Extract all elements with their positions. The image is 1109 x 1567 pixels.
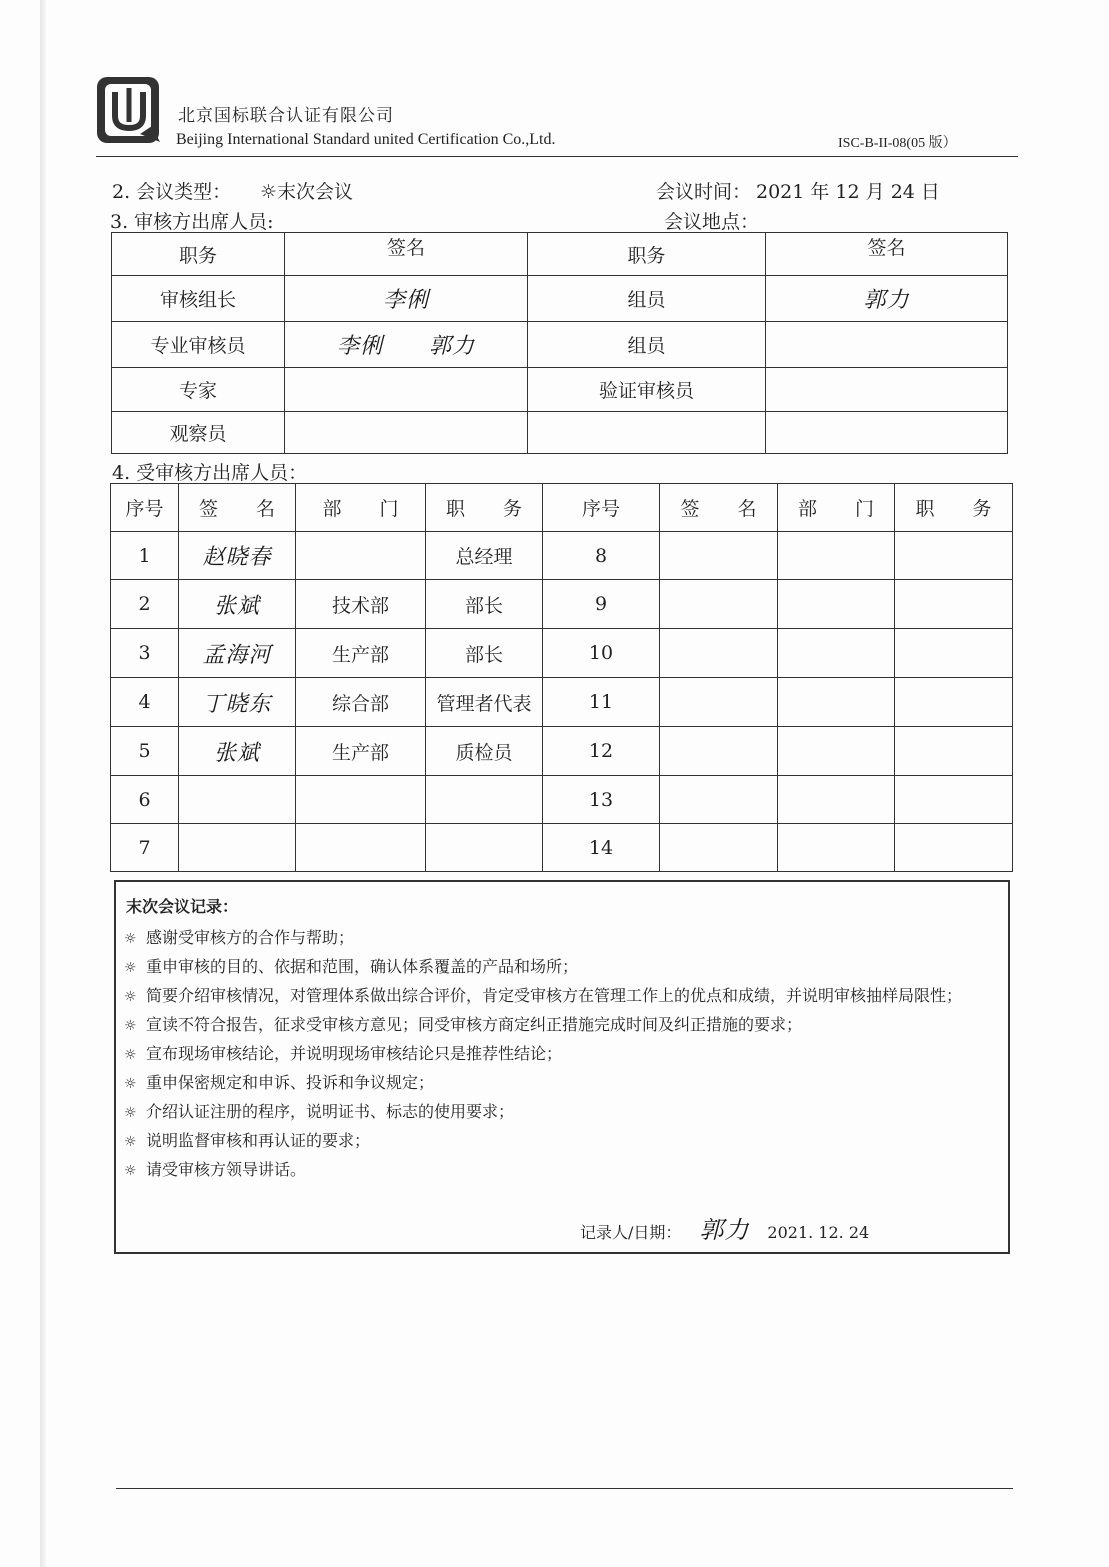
signature-cell: 张斌: [179, 727, 296, 776]
role-cell: 组员: [528, 322, 766, 368]
minutes-item-text: 介绍认证注册的程序，说明证书、标志的使用要求；: [146, 1102, 515, 1121]
role-cell: [528, 412, 766, 454]
auditee-header-row: [111, 484, 1013, 532]
row-number: 6: [111, 776, 179, 824]
header-cell: 职务: [528, 233, 766, 276]
list-item: [124, 1098, 1004, 1127]
department-cell: [778, 824, 895, 872]
header-cell: 签 名: [179, 484, 296, 532]
minutes-item-text: 感谢受审核方的合作与帮助；: [146, 928, 355, 947]
row-number: 1: [111, 532, 179, 580]
minutes-item-text: 请受审核方领导讲话。: [146, 1160, 307, 1179]
position-cell: [895, 678, 1013, 727]
department-cell: [778, 727, 895, 776]
signature-cell: 丁晓东: [179, 678, 296, 727]
department-cell: [778, 580, 895, 629]
position-cell: 管理者代表: [426, 678, 543, 727]
position-cell: 部长: [426, 580, 543, 629]
position-cell: [895, 629, 1013, 678]
signature-cell: 张斌: [179, 580, 296, 629]
position-cell: [895, 532, 1013, 580]
auditor-table: [111, 232, 1008, 454]
meeting-time-value: 2021 年 12 月 24 日: [756, 181, 940, 203]
sun-bullet-icon: ☼: [124, 1134, 137, 1150]
list-item: [124, 1127, 1004, 1156]
signature-cell: [766, 322, 1008, 368]
list-item: [124, 924, 1004, 953]
signature-cell: 李俐: [285, 276, 528, 322]
meeting-type-label: 2. 会议类型：: [112, 181, 232, 203]
meeting-place-label: 会议地点：: [664, 211, 760, 233]
minutes-item-text: 宣布现场审核结论，并说明现场审核结论只是推荐性结论；: [146, 1044, 563, 1063]
form-code: ISC-B-II-08(05 版）: [838, 136, 957, 151]
table-row: [112, 412, 1008, 454]
signature-cell: [179, 776, 296, 824]
header-cell: 职 务: [895, 484, 1013, 532]
table-row: [111, 629, 1013, 678]
table-row: [112, 322, 1008, 368]
header-divider: [96, 156, 1018, 157]
signature-cell: [660, 532, 778, 580]
list-item: [124, 1156, 1004, 1185]
row-number: 10: [543, 629, 660, 678]
company-name-en: Beijing International Standard united Certification Co.,Ltd.: [176, 131, 556, 148]
table-row: [111, 580, 1013, 629]
header-cell: 序号: [543, 484, 660, 532]
department-cell: [778, 678, 895, 727]
minutes-box: [114, 880, 1010, 1254]
position-cell: 质检员: [426, 727, 543, 776]
table-row: [111, 776, 1013, 824]
signature-cell: [660, 580, 778, 629]
minutes-item-text: 宣读不符合报告，征求受审核方意见；同受审核方商定纠正措施完成时间及纠正措施的要求；: [146, 1015, 803, 1034]
minutes-item-text: 重申保密规定和申诉、投诉和争议规定；: [146, 1073, 435, 1092]
auditor-section-label: 3. 审核方出席人员:: [110, 211, 274, 233]
row-number: 14: [543, 824, 660, 872]
signature-cell: [766, 412, 1008, 454]
row-number: 13: [543, 776, 660, 824]
sun-bullet-icon: ☼: [124, 1163, 137, 1179]
department-cell: 生产部: [296, 629, 426, 678]
header-cell: 职务: [112, 233, 285, 276]
company-name-cn: 北京国标联合认证有限公司: [178, 106, 394, 126]
signature-cell: 郭力: [766, 276, 1008, 322]
position-cell: 总经理: [426, 532, 543, 580]
sun-bullet-icon: ☼: [124, 1105, 137, 1121]
signature-cell: [285, 368, 528, 412]
row-number: 4: [111, 678, 179, 727]
row-number: 12: [543, 727, 660, 776]
header-cell: 职 务: [426, 484, 543, 532]
position-cell: [895, 776, 1013, 824]
department-cell: [778, 776, 895, 824]
signature-cell: 赵晓春: [179, 532, 296, 580]
signature-cell: 孟海河: [179, 629, 296, 678]
role-cell: 组员: [528, 276, 766, 322]
table-row: [112, 276, 1008, 322]
table-row: [112, 368, 1008, 412]
header-cell: 序号: [111, 484, 179, 532]
meeting-type-value: ☼末次会议: [260, 181, 354, 203]
position-cell: [426, 824, 543, 872]
sun-bullet-icon: ☼: [124, 989, 137, 1005]
role-cell: 验证审核员: [528, 368, 766, 412]
signature-cell: [660, 727, 778, 776]
table-row: [111, 727, 1013, 776]
recorder-signature: 郭力: [699, 1216, 750, 1244]
auditee-section-label: 4. 受审核方出席人员：: [112, 462, 308, 484]
minutes-item-text: 重申审核的目的、依据和范围，确认体系覆盖的产品和场所；: [146, 957, 579, 976]
meeting-time-label: 会议时间：: [656, 181, 752, 203]
signature-cell: [660, 824, 778, 872]
row-number: 3: [111, 629, 179, 678]
department-cell: 生产部: [296, 727, 426, 776]
auditee-table: [110, 483, 1013, 872]
sun-bullet-icon: ☼: [124, 931, 137, 947]
department-cell: [778, 629, 895, 678]
minutes-title: 末次会议记录：: [126, 897, 239, 916]
recorder-label: 记录人/日期：: [580, 1223, 682, 1242]
signature-cell: [660, 629, 778, 678]
department-cell: [296, 824, 426, 872]
department-cell: 综合部: [296, 678, 426, 727]
position-cell: [426, 776, 543, 824]
scan-edge: [40, 0, 46, 1567]
footer-divider: [116, 1488, 1013, 1489]
signature-cell: 李俐 郭力: [285, 322, 528, 368]
sun-bullet-icon: ☼: [124, 1076, 137, 1092]
signature-cell: [660, 776, 778, 824]
minutes-list: [124, 924, 1004, 1185]
department-cell: 技术部: [296, 580, 426, 629]
header-cell: 签 名: [660, 484, 778, 532]
row-number: 2: [111, 580, 179, 629]
sun-bullet-icon: ☼: [124, 1018, 137, 1034]
row-number: 8: [543, 532, 660, 580]
position-cell: [895, 580, 1013, 629]
list-item: [124, 1011, 1004, 1040]
list-item: [124, 1069, 1004, 1098]
role-cell: 专业审核员: [112, 322, 285, 368]
department-cell: [296, 532, 426, 580]
minutes-item-text: 说明监督审核和再认证的要求；: [146, 1131, 371, 1150]
header-cell: 部 门: [296, 484, 426, 532]
header-cell: 签名: [285, 233, 528, 276]
table-row: [111, 824, 1013, 872]
recorder-date: 2021. 12. 24: [767, 1223, 870, 1242]
company-logo: [96, 76, 162, 146]
department-cell: [778, 532, 895, 580]
signature-cell: [766, 368, 1008, 412]
department-cell: [296, 776, 426, 824]
signature-cell: [660, 678, 778, 727]
header-cell: 部 门: [778, 484, 895, 532]
row-number: 5: [111, 727, 179, 776]
row-number: 7: [111, 824, 179, 872]
table-row: [111, 678, 1013, 727]
signature-cell: [179, 824, 296, 872]
role-cell: 审核组长: [112, 276, 285, 322]
signature-cell: [285, 412, 528, 454]
row-number: 11: [543, 678, 660, 727]
minutes-item-text: 简要介绍审核情况，对管理体系做出综合评价，肯定受审核方在管理工作上的优点和成绩，并说明审核抽样局限性；: [146, 986, 963, 1005]
role-cell: 专家: [112, 368, 285, 412]
row-number: 9: [543, 580, 660, 629]
auditor-header-row: [112, 233, 1008, 276]
position-cell: 部长: [426, 629, 543, 678]
role-cell: 观察员: [112, 412, 285, 454]
recorder-line: [580, 1210, 869, 1245]
list-item: [124, 982, 1004, 1011]
list-item: [124, 953, 1004, 982]
sun-bullet-icon: ☼: [124, 1047, 137, 1063]
sun-bullet-icon: ☼: [124, 960, 137, 976]
header-cell: 签名: [766, 233, 1008, 276]
table-row: [111, 532, 1013, 580]
list-item: [124, 1040, 1004, 1069]
position-cell: [895, 824, 1013, 872]
position-cell: [895, 727, 1013, 776]
